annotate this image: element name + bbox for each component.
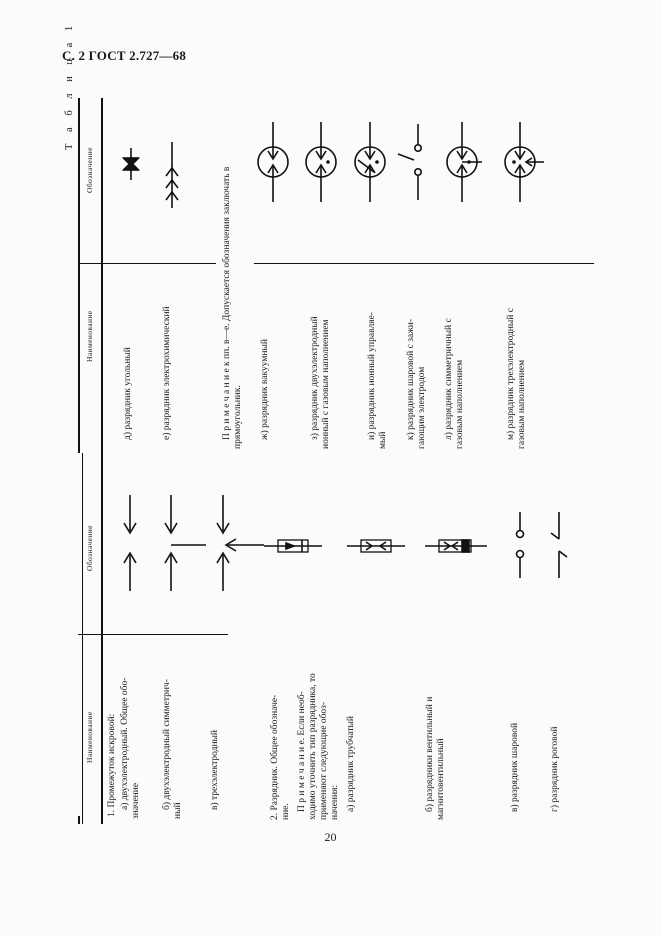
table-caption: Т а б л и ц а 1 (64, 21, 75, 150)
item2a: а) разрядник трубчатый (346, 716, 356, 812)
arrester-spherical-symbol (508, 512, 532, 580)
item-m-line1: м) разрядник трехэлектродный с (506, 308, 516, 440)
item-i-line2: мый (378, 431, 388, 449)
item-i-line1: и) разрядник ионный управляе- (367, 312, 377, 440)
item2b-line2: магнитовентильный (436, 738, 446, 820)
page-header: С. 2 ГОСТ 2.727—68 (62, 48, 187, 63)
right-table-column-divider-upper (78, 263, 216, 264)
left-header-name: Наименование (85, 711, 94, 763)
item1a-line1: а) двухэлектродный. Общее обо- (120, 677, 130, 810)
left-table-bottom-rule (82, 453, 83, 824)
item-k-line1: к) разрядник шаровой с зажи- (406, 318, 416, 440)
arrester-vacuum-symbol (253, 122, 293, 202)
item-l-line1: л) разрядник симметричный с (444, 318, 454, 440)
arrester-ionic-controlled-symbol (350, 122, 390, 202)
spark-gap-symmetric-symbol (158, 495, 208, 595)
arrester-ionic-gas-symbol (301, 122, 341, 202)
item2-line1: 2. Разрядник. Общее обозначе- (270, 694, 280, 820)
item2v: в) разрядник шаровой (510, 722, 520, 812)
note2-line2: ходимо уточнить тип разрядника, то (308, 673, 318, 820)
arrester-horn-symbol (548, 512, 572, 580)
item2-line2: ние. (281, 803, 291, 820)
right-table-column-divider-lower (254, 263, 594, 264)
item-d: д) разрядник угольный (123, 347, 133, 440)
item-l-line2: газовым наполнением (455, 359, 465, 449)
item-k-line2: гающим электродом (417, 366, 427, 449)
arrester-valve-symbol (347, 535, 405, 557)
note-line2: прямоугольник. (233, 385, 243, 449)
left-table-column-divider (78, 634, 228, 635)
arrester-magnetic-valve-symbol (425, 535, 487, 557)
item1b-line2: ный (173, 802, 183, 819)
right-table-left-rule (78, 98, 80, 453)
item-z-line2: ионный с газовым наполнением (321, 319, 331, 449)
item1a-line2: значение (131, 782, 141, 819)
note-line1: П р и м е ч а н и е к пп. в—е. Допускается обозначения заключать в (222, 166, 232, 440)
note2-line4: начения: (330, 784, 340, 820)
note2-line1: П р и м е ч а н и е. Если необ- (297, 691, 307, 812)
right-header-designation: Обозначение (85, 147, 94, 193)
arrester-symmetric-gas-symbol (442, 122, 482, 202)
item-z-line1: з) разрядник двухэлектродный (310, 316, 320, 440)
right-table-header-divider (101, 98, 103, 453)
item-zh: ж) разрядник вакуумный (260, 339, 270, 440)
left-header-designation: Обозначение (85, 525, 94, 571)
left-table-border-top (78, 816, 80, 824)
item2b-line1: б) разрядники вентильный и (425, 696, 435, 812)
arrester-electrochemical-symbol (160, 142, 184, 208)
note2-line3: применяют следующие обоз- (319, 701, 329, 820)
spark-gap-two-electrode-symbol (115, 495, 145, 595)
spark-gap-three-electrode-symbol (208, 495, 268, 595)
item-e: е) разрядник электрохимический (162, 306, 172, 440)
page-number: 20 (324, 830, 337, 844)
arrester-three-electrode-gas-symbol (500, 122, 544, 202)
item2g: г) разрядник роговой (550, 726, 560, 812)
arrester-spherical-ignition-symbol (396, 124, 430, 200)
item1-title: 1. Промежуток искровой: (107, 713, 117, 817)
left-table-header-divider (101, 453, 103, 824)
right-header-name: Наименование (85, 310, 94, 362)
arrester-carbon-symbol (113, 148, 149, 180)
item1v: в) трехэлектродный (210, 730, 220, 810)
item-m-line2: газовым наполнением (517, 359, 527, 449)
arrester-tubular-symbol (264, 535, 322, 557)
item1b-line1: б) двухэлектродный симметрич- (162, 679, 172, 810)
